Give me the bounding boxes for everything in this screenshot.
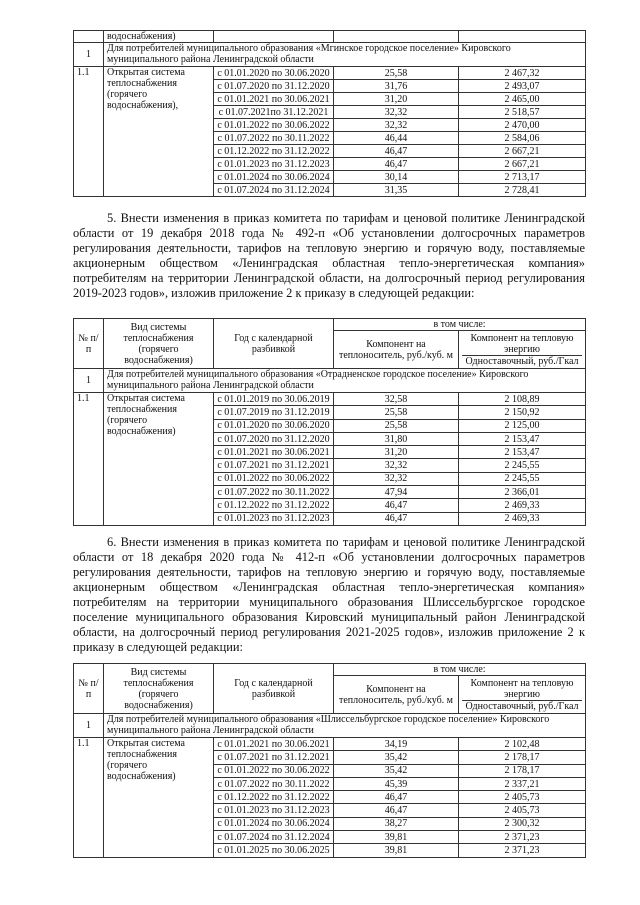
heat-carrier-value: 32,32 xyxy=(334,472,459,485)
tariff-table-shlisselburg xyxy=(73,663,586,858)
header-comp2a: Компонент на тепловую энергию xyxy=(470,677,574,700)
heat-carrier-value: 46,47 xyxy=(334,499,459,512)
item-system: Открытая система теплоснабжения (горячего водоснабжения) xyxy=(104,393,214,526)
header-comp2b: Одноставочный, руб./Гкал xyxy=(462,355,582,367)
heat-energy-value: 2 667,21 xyxy=(459,145,586,158)
header-comp2a: Компонент на тепловую энергию xyxy=(470,332,574,355)
group-title: Для потребителей муниципального образования «Мгинское городское поселение» Кировского муниципального района Ленинградской области xyxy=(104,43,586,67)
period: с 01.07.2021 по 31.12.2021 xyxy=(214,751,334,764)
heat-energy-value: 2 467,32 xyxy=(459,67,586,80)
heat-carrier-value: 31,76 xyxy=(334,80,459,93)
period: с 01.07.2021 по 31.12.2021 xyxy=(214,459,334,472)
header-comp1: Компонент на теплоноситель, руб./куб. м xyxy=(334,331,459,369)
table-row xyxy=(74,67,586,80)
heat-carrier-value: 31,35 xyxy=(334,184,459,197)
period: с 01.01.2023 по 31.12.2023 xyxy=(214,158,334,171)
heat-energy-value: 2 465,00 xyxy=(459,93,586,106)
heat-carrier-value: 45,39 xyxy=(334,777,459,790)
heat-energy-value: 2 178,17 xyxy=(459,764,586,777)
heat-carrier-value: 39,81 xyxy=(334,831,459,844)
period: с 01.01.2021 по 30.06.2021 xyxy=(214,93,334,106)
continued-header: водоснабжения) xyxy=(104,31,214,43)
heat-carrier-value: 32,32 xyxy=(334,459,459,472)
header-num: № п/п xyxy=(74,319,104,369)
heat-energy-value: 2 366,01 xyxy=(459,486,586,499)
heat-energy-value: 2 518,57 xyxy=(459,106,586,119)
period: с 01.07.2019 по 31.12.2019 xyxy=(214,406,334,419)
heat-energy-value: 2 371,23 xyxy=(459,844,586,857)
table-row xyxy=(74,393,586,406)
item-num: 1.1 xyxy=(74,393,104,526)
blank xyxy=(214,31,334,43)
heat-carrier-value: 25,58 xyxy=(334,419,459,432)
heat-energy-value: 2 125,00 xyxy=(459,419,586,432)
heat-energy-value: 2 667,21 xyxy=(459,158,586,171)
heat-carrier-value: 46,44 xyxy=(334,132,459,145)
heat-energy-value: 2 178,17 xyxy=(459,751,586,764)
period: с 01.07.2022 по 30.11.2022 xyxy=(214,486,334,499)
heat-carrier-value: 47,94 xyxy=(334,486,459,499)
group-title: Для потребителей муниципального образования «Шлиссельбургское городское поселение» Кировского муниципального района Ленинградской области xyxy=(104,714,586,738)
period: с 01.01.2020 по 30.06.2020 xyxy=(214,67,334,80)
heat-energy-value: 2 493,07 xyxy=(459,80,586,93)
heat-carrier-value: 31,80 xyxy=(334,432,459,445)
item-num: 1.1 xyxy=(74,738,104,858)
heat-energy-value: 2 469,33 xyxy=(459,512,586,525)
heat-carrier-value: 32,58 xyxy=(334,393,459,406)
heat-energy-value: 2 405,73 xyxy=(459,791,586,804)
heat-carrier-value: 46,47 xyxy=(334,158,459,171)
header-comp1: Компонент на теплоноситель, руб./куб. м xyxy=(334,676,459,714)
heat-energy-value: 2 153,47 xyxy=(459,432,586,445)
period: с 01.01.2024 по 30.06.2024 xyxy=(214,171,334,184)
heat-energy-value: 2 713,17 xyxy=(459,171,586,184)
heat-carrier-value: 46,47 xyxy=(334,145,459,158)
header-system: Вид системы теплоснабжения (горячего водоснабжения) xyxy=(104,664,214,714)
heat-carrier-value: 38,27 xyxy=(334,817,459,830)
period: с 01.01.2019 по 30.06.2019 xyxy=(214,393,334,406)
heat-carrier-value: 46,47 xyxy=(334,791,459,804)
period: с 01.12.2022 по 31.12.2022 xyxy=(214,145,334,158)
item-system: Открытая система теплоснабжения (горячего водоснабжения), xyxy=(104,67,214,197)
group-num: 1 xyxy=(74,43,104,67)
header-period: Год с календарной разбивкой xyxy=(214,664,334,714)
period: с 01.01.2021 по 30.06.2021 xyxy=(214,738,334,751)
heat-energy-value: 2 108,89 xyxy=(459,393,586,406)
period: с 01.01.2021 по 30.06.2021 xyxy=(214,446,334,459)
header-num: № п/п xyxy=(74,664,104,714)
heat-carrier-value: 31,20 xyxy=(334,446,459,459)
tariff-table-mga xyxy=(73,30,586,197)
heat-energy-value: 2 150,92 xyxy=(459,406,586,419)
heat-carrier-value: 39,81 xyxy=(334,844,459,857)
header-system: Вид системы теплоснабжения (горячего водоснабжения) xyxy=(104,319,214,369)
heat-carrier-value: 32,32 xyxy=(334,119,459,132)
heat-carrier-value: 25,58 xyxy=(334,67,459,80)
blank xyxy=(334,31,459,43)
heat-energy-value: 2 584,06 xyxy=(459,132,586,145)
heat-energy-value: 2 728,41 xyxy=(459,184,586,197)
period: с 01.01.2025 по 30.06.2025 xyxy=(214,844,334,857)
heat-carrier-value: 30,14 xyxy=(334,171,459,184)
header-period: Год с календарной разбивкой xyxy=(214,319,334,369)
header-including: в том числе: xyxy=(334,664,586,676)
group-num: 1 xyxy=(74,369,104,393)
heat-energy-value: 2 300,32 xyxy=(459,817,586,830)
period: с 01.07.2020 по 31.12.2020 xyxy=(214,80,334,93)
header-comp2 xyxy=(459,331,586,369)
period: с 01.07.2022 по 30.11.2022 xyxy=(214,132,334,145)
period: с 01.01.2022 по 30.06.2022 xyxy=(214,764,334,777)
period: с 01.01.2022 по 30.06.2022 xyxy=(214,119,334,132)
period: с 01.07.2024 по 31.12.2024 xyxy=(214,184,334,197)
item-num: 1.1 xyxy=(74,67,104,197)
period: с 01.01.2022 по 30.06.2022 xyxy=(214,472,334,485)
blank xyxy=(459,31,586,43)
period: с 01.01.2020 по 30.06.2020 xyxy=(214,419,334,432)
item-system: Открытая система теплоснабжения (горячего водоснабжения) xyxy=(104,738,214,858)
period: с 01.07.2022 по 30.11.2022 xyxy=(214,777,334,790)
heat-energy-value: 2 405,73 xyxy=(459,804,586,817)
period: с 01.12.2022 по 31.12.2022 xyxy=(214,499,334,512)
heat-carrier-value: 35,42 xyxy=(334,764,459,777)
table-row xyxy=(74,738,586,751)
period: с 01.01.2024 по 30.06.2024 xyxy=(214,817,334,830)
heat-carrier-value: 31,20 xyxy=(334,93,459,106)
heat-energy-value: 2 470,00 xyxy=(459,119,586,132)
heat-carrier-value: 35,42 xyxy=(334,751,459,764)
heat-carrier-value: 46,47 xyxy=(334,804,459,817)
paragraph-5: 5. Внести изменения в приказ комитета по тарифам и ценовой политике Ленинградской области от 19 декабря 2018 года № 492-п «Об установлении долгосрочных параметров регулирования деятельности, тарифов на тепловую энергию и горячую воду, поставляемые акционерным обществом «Ленинградская областная тепло-энергетическая компания» потребителям на территории Ленинградской области, на долгосрочный период регулирования 2019-2023 годов», изложив приложение 2 к приказу в следующей редакции: xyxy=(73,211,585,300)
period: с 01.07.2024 по 31.12.2024 xyxy=(214,831,334,844)
header-including: в том числе: xyxy=(334,319,586,331)
heat-energy-value: 2 245,55 xyxy=(459,472,586,485)
paragraph-6: 6. Внести изменения в приказ комитета по тарифам и ценовой политике Ленинградской области от 18 декабря 2020 года № 412-п «Об установлении долгосрочных параметров регулирования деятельности, тарифов на тепловую энергию и горячую воду, поставляемые акционерным обществом «Ленинградская областная тепло-энергетическая компания» потребителям на территории муниципального образования Шлиссельбургское городское поселение муниципального образования Кировский муниципальный район Ленинградской области, на долгосрочный период регулирования 2021-2025 годов», изложив приложение 2 к приказу в следующей редакции: xyxy=(73,535,585,654)
heat-carrier-value: 46,47 xyxy=(334,512,459,525)
period: с 01.07.2020 по 31.12.2020 xyxy=(214,432,334,445)
heat-energy-value: 2 337,21 xyxy=(459,777,586,790)
group-title: Для потребителей муниципального образования «Отрадненское городское поселение» Кировского муниципального района Ленинградской области xyxy=(104,369,586,393)
blank xyxy=(74,31,104,43)
period: с 01.01.2023 по 31.12.2023 xyxy=(214,512,334,525)
heat-carrier-value: 34,19 xyxy=(334,738,459,751)
period: с 01.12.2022 по 31.12.2022 xyxy=(214,791,334,804)
heat-energy-value: 2 245,55 xyxy=(459,459,586,472)
heat-energy-value: 2 102,48 xyxy=(459,738,586,751)
header-comp2b: Одноставочный, руб./Гкал xyxy=(462,700,582,712)
tariff-table-otradnoe xyxy=(73,318,586,526)
period: с 01.01.2023 по 31.12.2023 xyxy=(214,804,334,817)
heat-energy-value: 2 469,33 xyxy=(459,499,586,512)
period: с 01.07.2021по 31.12.2021 xyxy=(214,106,334,119)
heat-energy-value: 2 371,23 xyxy=(459,831,586,844)
heat-energy-value: 2 153,47 xyxy=(459,446,586,459)
heat-carrier-value: 32,32 xyxy=(334,106,459,119)
group-num: 1 xyxy=(74,714,104,738)
heat-carrier-value: 25,58 xyxy=(334,406,459,419)
header-comp2 xyxy=(459,676,586,714)
